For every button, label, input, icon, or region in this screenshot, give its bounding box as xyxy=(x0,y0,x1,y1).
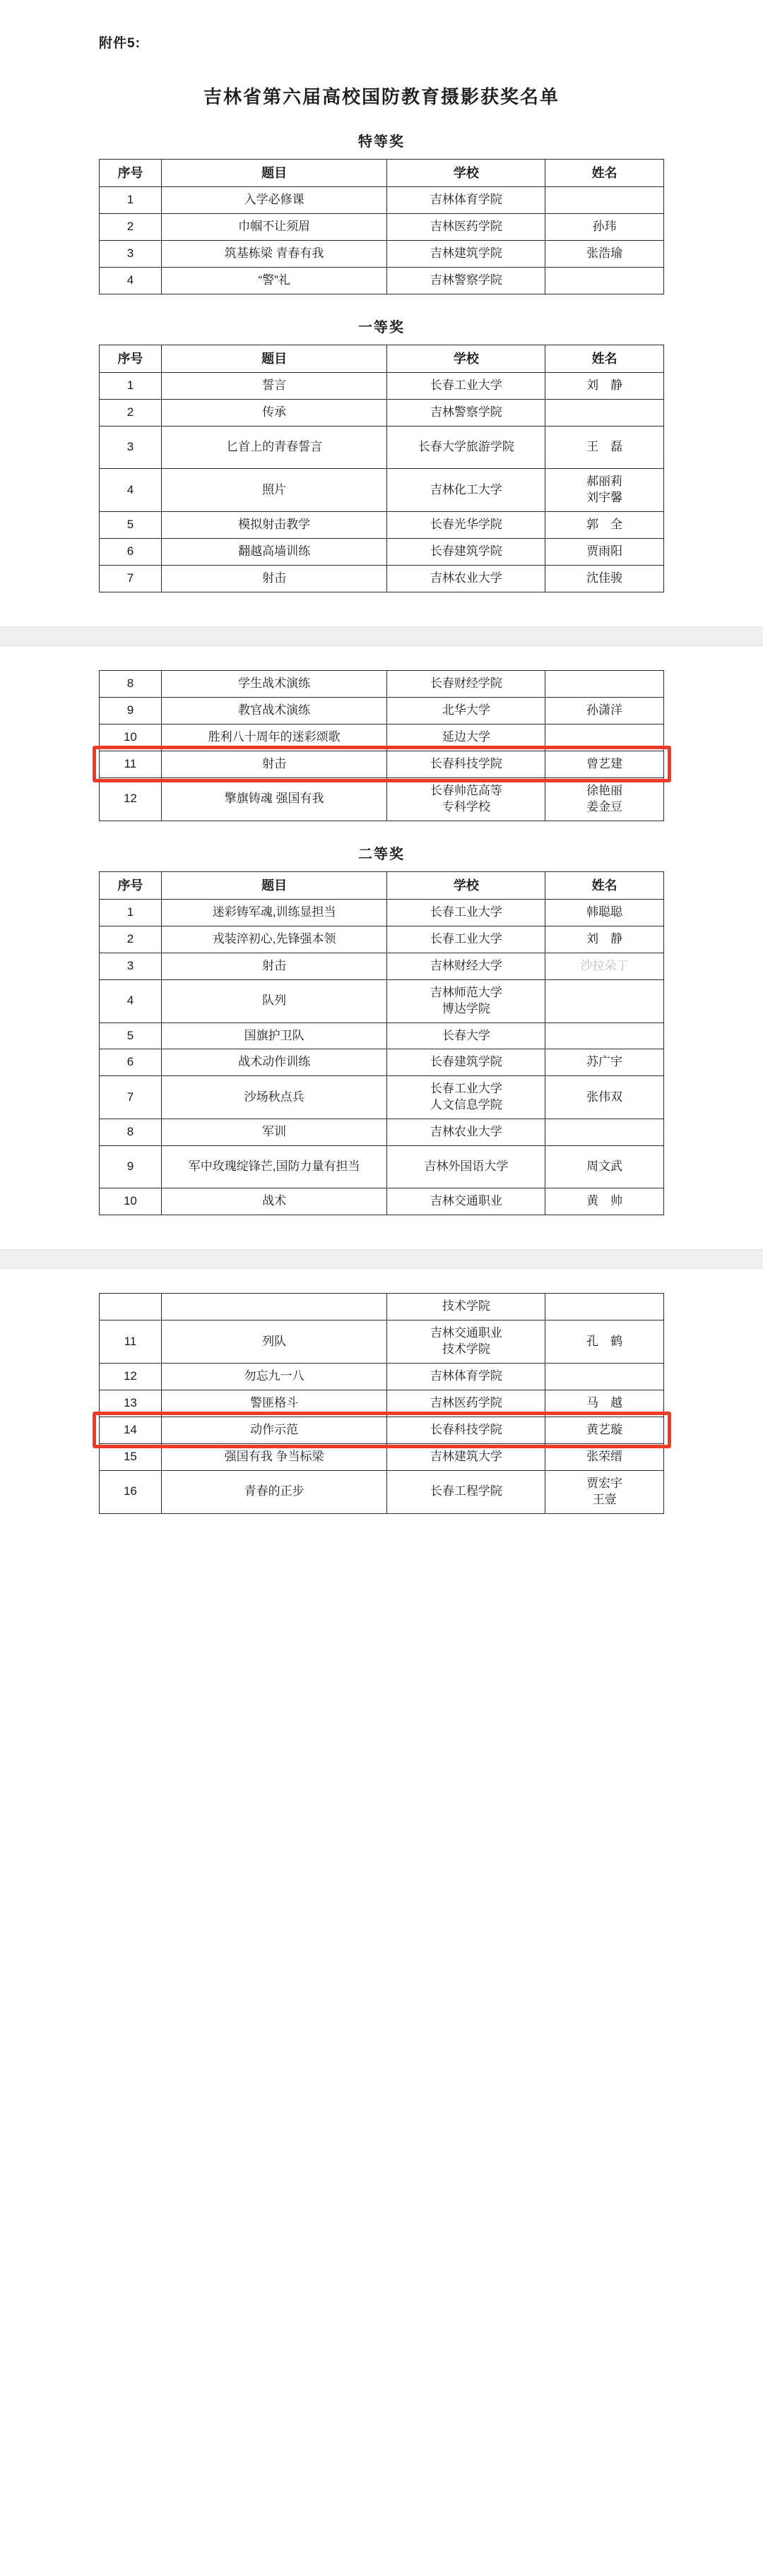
table-row xyxy=(100,1022,664,1049)
cell-title: 翻越高墙训练 xyxy=(161,539,387,566)
cell-school: 技术学院 xyxy=(387,1294,545,1320)
cell-name xyxy=(545,1022,664,1049)
cell-no: 2 xyxy=(100,214,162,241)
cell-title: 擎旗铸魂 强国有我 xyxy=(161,777,387,821)
table-row xyxy=(100,512,664,539)
table-row xyxy=(100,777,664,821)
col-header-name: 姓名 xyxy=(545,871,664,899)
cell-title: 照片 xyxy=(161,469,387,512)
cell-title: “警”礼 xyxy=(161,268,387,294)
cell-name xyxy=(545,1119,664,1146)
cell-no: 2 xyxy=(100,400,162,427)
table-row xyxy=(100,724,664,751)
table-header-row xyxy=(100,160,664,187)
table-header-row xyxy=(100,345,664,373)
table-row xyxy=(100,214,664,241)
cell-school: 长春工业大学 人文信息学院 xyxy=(387,1076,545,1119)
cell-no: 11 xyxy=(100,1320,162,1364)
table-row xyxy=(100,187,664,214)
cell-school: 吉林农业大学 xyxy=(387,1119,545,1146)
page-separator xyxy=(0,1249,763,1269)
cell-school: 吉林医药学院 xyxy=(387,214,545,241)
cell-name: 贾雨阳 xyxy=(545,539,664,566)
cell-name: 沙拉朵丁 xyxy=(545,953,664,979)
cell-no: 15 xyxy=(100,1443,162,1470)
table-row xyxy=(100,1076,664,1119)
cell-school: 长春科技学院 xyxy=(387,1417,545,1443)
award-heading-first: 一等奖 xyxy=(358,320,405,336)
cell-no: 9 xyxy=(100,1146,162,1188)
cell-school: 长春大学 xyxy=(387,1022,545,1049)
cell-school: 吉林化工大学 xyxy=(387,469,545,512)
cell-school: 北华大学 xyxy=(387,697,545,724)
table-row xyxy=(100,670,664,697)
cell-name: 郝丽莉 刘宇馨 xyxy=(545,469,664,512)
awards-table-special xyxy=(99,159,664,294)
table-row xyxy=(100,979,664,1022)
table-row xyxy=(100,469,664,512)
cell-school: 吉林交通职业 xyxy=(387,1188,545,1215)
cell-name: 张浩瑜 xyxy=(545,241,664,268)
cell-title: 射击 xyxy=(161,565,387,592)
cell-no: 7 xyxy=(100,565,162,592)
table-row xyxy=(100,1470,664,1513)
cell-name xyxy=(545,1363,664,1390)
table-header-row xyxy=(100,871,664,899)
cell-name xyxy=(545,670,664,697)
col-header-title: 题目 xyxy=(161,160,387,187)
cell-name: 刘 静 xyxy=(545,373,664,400)
cell-no: 1 xyxy=(100,373,162,400)
cell-school: 长春建筑学院 xyxy=(387,1049,545,1076)
cell-school: 吉林交通职业 技术学院 xyxy=(387,1320,545,1364)
cell-no: 4 xyxy=(100,469,162,512)
cell-name xyxy=(545,187,664,214)
cell-title: 戎装淬初心,先锋强本领 xyxy=(161,926,387,953)
cell-name: 黄 帅 xyxy=(545,1188,664,1215)
cell-title: 军训 xyxy=(161,1119,387,1146)
cell-title: 国旗护卫队 xyxy=(161,1022,387,1049)
cell-school: 吉林建筑大学 xyxy=(387,1443,545,1470)
cell-no: 10 xyxy=(100,1188,162,1215)
table-row xyxy=(100,539,664,566)
awards-table-first-continued xyxy=(99,670,664,821)
col-header-no: 序号 xyxy=(100,871,162,899)
table-row xyxy=(100,268,664,294)
cell-title: 战术动作训练 xyxy=(161,1049,387,1076)
table-row xyxy=(100,697,664,724)
table-row xyxy=(100,1119,664,1146)
cell-school: 吉林体育学院 xyxy=(387,1363,545,1390)
table-row xyxy=(100,953,664,979)
cell-name: 张荣缙 xyxy=(545,1443,664,1470)
cell-title: 迷彩铸军魂,训练显担当 xyxy=(161,899,387,926)
cell-name xyxy=(545,1294,664,1320)
cell-title: 学生战术演练 xyxy=(161,670,387,697)
cell-no: 9 xyxy=(100,697,162,724)
cell-no: 12 xyxy=(100,777,162,821)
awards-table-second xyxy=(99,871,664,1216)
cell-school: 长春工业大学 xyxy=(387,373,545,400)
cell-name: 沈佳骏 xyxy=(545,565,664,592)
cell-school: 吉林财经大学 xyxy=(387,953,545,979)
cell-no: 7 xyxy=(100,1076,162,1119)
cell-title: 巾帼不让须眉 xyxy=(161,214,387,241)
table-row xyxy=(100,1320,664,1364)
cell-no: 8 xyxy=(100,670,162,697)
table-row xyxy=(100,926,664,953)
cell-title: 教官战术演练 xyxy=(161,697,387,724)
cell-school: 长春工业大学 xyxy=(387,926,545,953)
cell-no: 1 xyxy=(100,899,162,926)
cell-school: 吉林建筑学院 xyxy=(387,241,545,268)
cell-school: 延边大学 xyxy=(387,724,545,751)
cell-name: 孔 鹤 xyxy=(545,1320,664,1364)
col-header-title: 题目 xyxy=(161,871,387,899)
cell-title: 动作示范 xyxy=(161,1417,387,1443)
table-row xyxy=(100,1363,664,1390)
awards-table-first xyxy=(99,345,664,592)
cell-title: 胜利八十周年的迷彩颂歌 xyxy=(161,724,387,751)
cell-name: 郭 全 xyxy=(545,512,664,539)
table-row xyxy=(100,427,664,469)
cell-name: 刘 静 xyxy=(545,926,664,953)
cell-title: 沙场秋点兵 xyxy=(161,1076,387,1119)
cell-title: 强国有我 争当标梁 xyxy=(161,1443,387,1470)
cell-title: 匕首上的青春誓言 xyxy=(161,427,387,469)
table-row xyxy=(100,373,664,400)
cell-title xyxy=(161,1294,387,1320)
awards-table-second-continued xyxy=(99,1293,664,1513)
col-header-school: 学校 xyxy=(387,345,545,373)
cell-name: 黄艺璇 xyxy=(545,1417,664,1443)
cell-name xyxy=(545,724,664,751)
table-row xyxy=(100,565,664,592)
cell-no: 5 xyxy=(100,1022,162,1049)
table-row xyxy=(100,400,664,427)
cell-no: 4 xyxy=(100,268,162,294)
cell-title: 队列 xyxy=(161,979,387,1022)
cell-name: 贾宏宇 王壹 xyxy=(545,1470,664,1513)
cell-no: 5 xyxy=(100,512,162,539)
cell-title: 列队 xyxy=(161,1320,387,1364)
cell-school: 长春工程学院 xyxy=(387,1470,545,1513)
cell-title: 警匪格斗 xyxy=(161,1390,387,1417)
page-title: 吉林省第六届高校国防教育摄影获奖名单 xyxy=(203,86,560,107)
cell-school: 吉林农业大学 xyxy=(387,565,545,592)
table-row xyxy=(100,1049,664,1076)
col-header-no: 序号 xyxy=(100,345,162,373)
cell-title: 入学必修课 xyxy=(161,187,387,214)
cell-name xyxy=(545,400,664,427)
col-header-name: 姓名 xyxy=(545,160,664,187)
cell-name: 苏广宇 xyxy=(545,1049,664,1076)
table-row xyxy=(100,1390,664,1417)
table-row xyxy=(100,899,664,926)
cell-name: 王 磊 xyxy=(545,427,664,469)
cell-school: 吉林师范大学 博达学院 xyxy=(387,979,545,1022)
cell-no xyxy=(100,1294,162,1320)
col-header-school: 学校 xyxy=(387,160,545,187)
page-separator xyxy=(0,626,763,646)
cell-school: 长春工业大学 xyxy=(387,899,545,926)
cell-school: 吉林医药学院 xyxy=(387,1390,545,1417)
cell-title: 勿忘九一八 xyxy=(161,1363,387,1390)
cell-no: 6 xyxy=(100,539,162,566)
table-row xyxy=(100,241,664,268)
cell-school: 长春建筑学院 xyxy=(387,539,545,566)
document-section-2 xyxy=(0,646,763,1249)
cell-name: 曾艺建 xyxy=(545,751,664,777)
table-row-highlighted xyxy=(100,1417,664,1443)
cell-name xyxy=(545,979,664,1022)
attachment-label: 附件5: xyxy=(99,36,141,51)
cell-school: 长春光华学院 xyxy=(387,512,545,539)
cell-title: 战术 xyxy=(161,1188,387,1215)
cell-name: 孙玮 xyxy=(545,214,664,241)
cell-name xyxy=(545,268,664,294)
cell-no: 6 xyxy=(100,1049,162,1076)
cell-school: 吉林警察学院 xyxy=(387,268,545,294)
cell-no: 8 xyxy=(100,1119,162,1146)
cell-no: 3 xyxy=(100,241,162,268)
cell-name: 张伟双 xyxy=(545,1076,664,1119)
award-heading-special: 特等奖 xyxy=(358,134,405,150)
cell-name: 徐艳丽 姜金豆 xyxy=(545,777,664,821)
cell-no: 3 xyxy=(100,953,162,979)
cell-name: 韩聪聪 xyxy=(545,899,664,926)
cell-title: 模拟射击教学 xyxy=(161,512,387,539)
cell-no: 13 xyxy=(100,1390,162,1417)
table-row xyxy=(100,1188,664,1215)
document-section-1 xyxy=(0,0,763,626)
cell-title: 传承 xyxy=(161,400,387,427)
cell-title: 誓言 xyxy=(161,373,387,400)
cell-school: 长春财经学院 xyxy=(387,670,545,697)
cell-school: 吉林体育学院 xyxy=(387,187,545,214)
cell-no: 14 xyxy=(100,1417,162,1443)
cell-title: 青春的正步 xyxy=(161,1470,387,1513)
cell-no: 11 xyxy=(100,751,162,777)
cell-school: 吉林警察学院 xyxy=(387,400,545,427)
cell-no: 3 xyxy=(100,427,162,469)
col-header-school: 学校 xyxy=(387,871,545,899)
col-header-title: 题目 xyxy=(161,345,387,373)
cell-school: 吉林外国语大学 xyxy=(387,1146,545,1188)
cell-title: 射击 xyxy=(161,953,387,979)
cell-no: 4 xyxy=(100,979,162,1022)
cell-school: 长春大学旅游学院 xyxy=(387,427,545,469)
cell-no: 16 xyxy=(100,1470,162,1513)
table-row-highlighted xyxy=(100,751,664,777)
table-row xyxy=(100,1443,664,1470)
cell-name: 孙潇洋 xyxy=(545,697,664,724)
award-heading-second: 二等奖 xyxy=(358,846,405,862)
table-row xyxy=(100,1294,664,1320)
cell-no: 2 xyxy=(100,926,162,953)
cell-title: 筑基栋梁 青春有我 xyxy=(161,241,387,268)
cell-title: 军中玫瑰绽锋芒,国防力量有担当 xyxy=(161,1146,387,1188)
cell-no: 12 xyxy=(100,1363,162,1390)
col-header-no: 序号 xyxy=(100,160,162,187)
cell-title: 射击 xyxy=(161,751,387,777)
cell-no: 1 xyxy=(100,187,162,214)
table-row xyxy=(100,1146,664,1188)
cell-school: 长春科技学院 xyxy=(387,751,545,777)
document-section-3 xyxy=(0,1269,763,1568)
col-header-name: 姓名 xyxy=(545,345,664,373)
cell-name: 周文武 xyxy=(545,1146,664,1188)
cell-no: 10 xyxy=(100,724,162,751)
cell-name: 马 越 xyxy=(545,1390,664,1417)
cell-school: 长春帅范高等 专科学校 xyxy=(387,777,545,821)
